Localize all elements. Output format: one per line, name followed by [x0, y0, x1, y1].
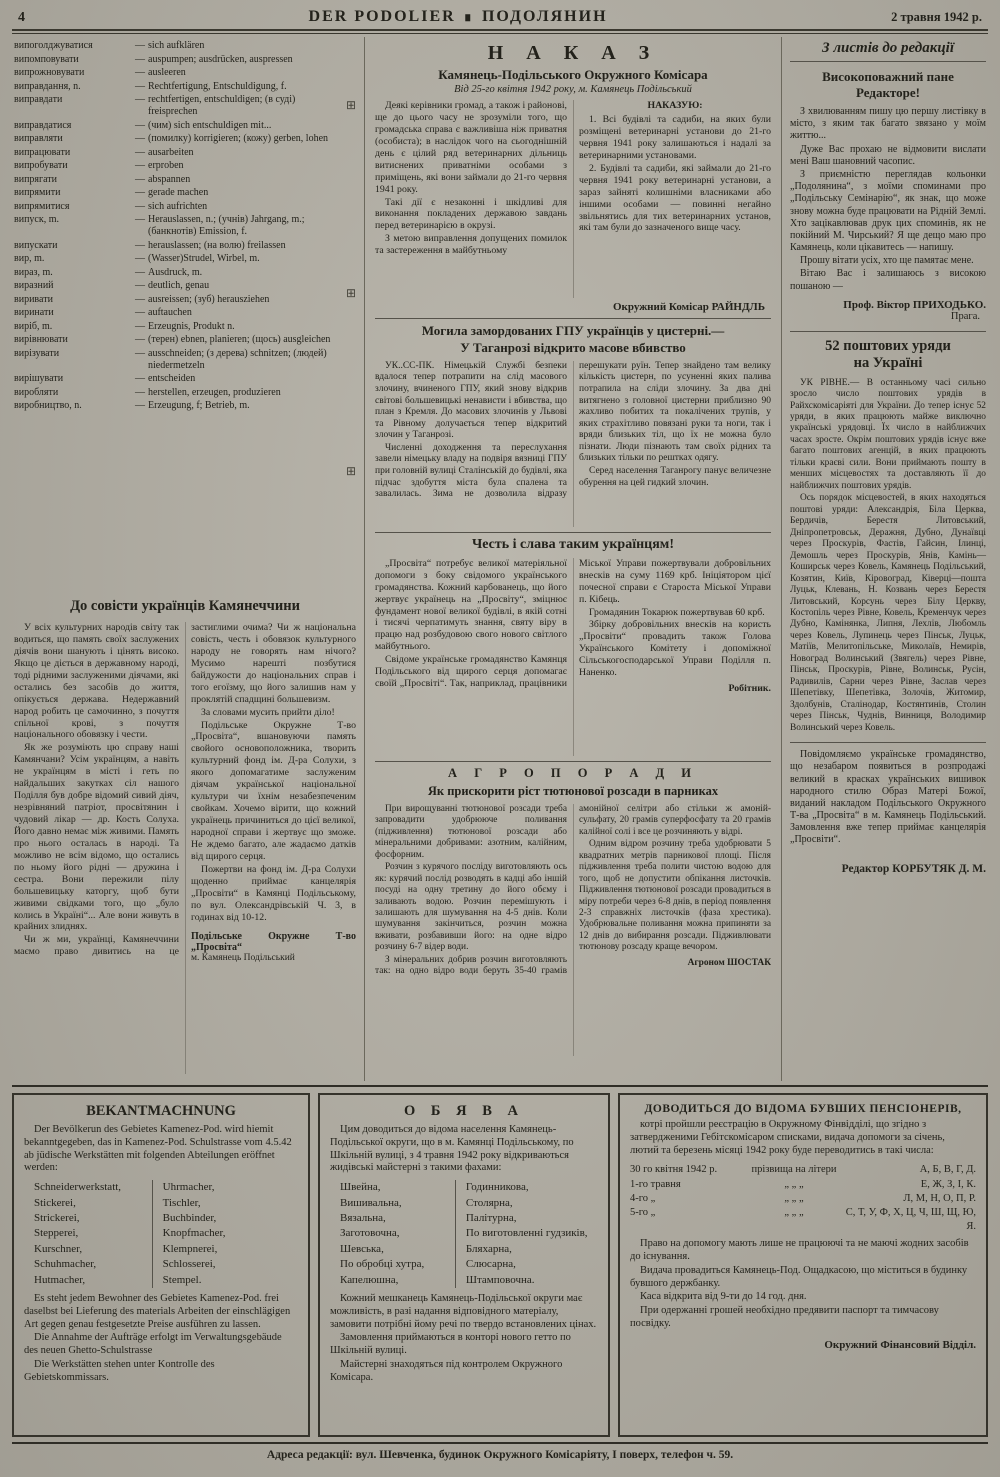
paragraph: Серед населення Таганрогу панує величезне обурення на цей гидкий злочин.: [579, 465, 771, 488]
list-item: Klempnerei,: [162, 1242, 218, 1255]
dictionary-dash: —: [135, 214, 145, 225]
dictionary-dash: —: [135, 119, 145, 131]
dictionary-term: випускати: [14, 239, 58, 251]
announcement-ukrainian: [318, 1093, 610, 1437]
dictionary-entry: [14, 147, 342, 159]
article-body: [375, 361, 771, 527]
list-item: Buchbinder,: [162, 1211, 217, 1224]
dictionary-definition: (терен) ebnen, planieren; (щось) ausgleichen: [148, 334, 331, 345]
dictionary-entry: [14, 280, 342, 292]
decree-label: НАКАЗУЮ:: [647, 100, 703, 111]
dictionary-entry: [14, 160, 342, 172]
dictionary-term: випоголджуватися: [14, 40, 93, 51]
dictionary-dash: —: [135, 173, 145, 185]
article-body: [375, 558, 771, 756]
dictionary-dash: —: [135, 40, 145, 51]
paragraph: За словами мусить прийти діло!: [201, 706, 335, 718]
dictionary-definition: (чим) sich entschuldigen mit...: [148, 119, 272, 131]
signature-organization: Подільське Окружне Т-во „Просвіта“: [191, 931, 356, 954]
paragraph: Збірку добровільних внесків на користь „Просвіти“ провадить також Голова Українського Комітету і допоміжної Сільськогосподарської Управи Поділля п. Наненко.: [579, 619, 771, 679]
list-item: По обробці хутра,: [340, 1258, 425, 1271]
paragraph: Численні доходження та переслухання завели німецьку владу на подвіря вязниці ГПУ при головній вулиці Сталінській до будівлі, яка підчас здобуття міста була спалена та завалилась. Зима не дозволила відразу перешукати руїн. Тепер знайдено там велику кількість цистерн, по усуненні яких палива потрапила на сліди злочину. За два дні витягнено з головної цистерни приблизно 90 жахливо побитих та покалічених трупів, у яких страхітливо повязані руки та ноги, так і вряди близьких тіл, що їх не можна було пізнати. Люди пізнають там своїх рідних та близьких тільки по рештках одягу.: [375, 360, 771, 500]
paragraph: Каса відкрита від 9-ти до 14 год. дня.: [640, 1291, 807, 1303]
paragraph-list: [630, 1238, 976, 1331]
schedule-label: прізвища на літери: [751, 1164, 837, 1176]
page-footer: [12, 1442, 988, 1461]
paragraph: Кожний мешканець Камянець-Подільської округи має можливість, в разі надання відповідного матеріалу, замовити потрібні йому речі по твердо встановлених цінах.: [330, 1292, 597, 1330]
paragraph: У всіх культурних народів світу так водиться, що память своїх заслужених діячів вони шанують і цінять високо. Якщо це діється в державному народі, тоді рідними заслуженими діячами, які остались без засобів до життя, опікується держава. Недержавний народ робить це самочинно, з почуття спільної крові, з почуття національного обовязку і чести.: [14, 622, 179, 741]
schedule-row: [630, 1206, 976, 1234]
paragraph: УК РІВНЕ.— В останньому часі сильно зросло число поштових урядів в Райхскомісаріяті для України. До тепер існує 52 уряди, в яких працюють майже виключно українські урядовці. Їх число в найближчих часах зросте. Окрім поштових урядів існує вже багато поштових агенцій, в яких працюють тільки краєві сили. Вони приймають пошту в менших місцевостях та доставляють її до найближчих поштових урядів.: [790, 377, 986, 491]
announcement-intro: Der Bevölkerun des Gebietes Kamenez-Pod. wird hiemit bekanntgegeben, das in Kamenez-Pod. Schulstrasse vom 4.5.42 ab jüdische Werkstätten mit folgenden Abteilungen eröffnet werden:: [24, 1124, 292, 1174]
list-item: Strickerei,: [34, 1211, 80, 1224]
order-body: [375, 100, 771, 298]
list-item: Schlosserei,: [162, 1258, 216, 1271]
dictionary-entry: [14, 214, 342, 238]
list-item: Schuhmacher,: [34, 1258, 97, 1271]
dictionary-dash: —: [135, 307, 145, 318]
list-item: Столярна,: [465, 1196, 513, 1209]
masthead: [12, 8, 988, 29]
dictionary-entry: [14, 54, 342, 66]
dictionary-term: вир, m.: [14, 253, 45, 264]
article-body: [14, 622, 356, 1074]
masthead-german: DER PODOLIER: [308, 8, 456, 25]
dictionary-dash: —: [135, 347, 145, 359]
dictionary-dash: —: [135, 266, 145, 278]
dictionary-definition: Rechtfertigung, Entschuldigung, f.: [148, 80, 287, 92]
paragraph: Die Annahme der Aufträge erfolgt im Verwaltungsgebäude des neuen Ghetto-Schulstrasse: [24, 1332, 282, 1357]
printer-ornament-icon: ⊞: [345, 286, 356, 300]
dictionary-dash: —: [135, 67, 145, 78]
dictionary-dash: —: [135, 187, 145, 198]
order-subtitle: Камянець-Подільського Окружного Комісара: [438, 67, 708, 82]
schedule-row: [630, 1192, 976, 1206]
dictionary-definition: entscheiden: [148, 373, 196, 384]
paragraph: З метою виправлення допущених помилок та застереження в майбутньому: [375, 233, 567, 257]
dictionary-term: виринати: [14, 307, 54, 318]
announcement-icon-image: [790, 742, 986, 847]
page-number: 4: [18, 10, 25, 25]
letter-signature: Проф. Віктор ПРИХОДЬКО.: [843, 298, 986, 311]
schedule-row: [630, 1163, 976, 1177]
article-divider: [375, 761, 771, 762]
paragraph: Прошу вітати усіх, хто ще памятає мене.: [800, 255, 974, 267]
article-title: [790, 338, 986, 373]
paragraph-list: [790, 106, 986, 293]
workshop-lists: [28, 1180, 298, 1288]
editor-credit: Редактор КОРБУТЯК Д. М.: [841, 862, 986, 875]
dictionary-term: випрямитися: [14, 200, 70, 212]
dictionary-definition: ausarbeiten: [148, 146, 194, 158]
list-item: Knopfmacher,: [162, 1227, 226, 1240]
paragraph: Замовлення приймаються в конторі нового гетто по Шкільній вулиці.: [330, 1332, 571, 1357]
title-line-1: 52 поштових уряди: [825, 337, 951, 354]
dictionary-entry: [14, 334, 342, 346]
title-line-2: У Таганрозі відкрито масове вбивство: [460, 339, 686, 355]
newspaper-title: [309, 8, 608, 26]
dictionary-term: випрягати: [14, 173, 58, 185]
dictionary-term: вирішувати: [14, 373, 64, 384]
announcement-title: BEKANTMACHNUNG: [86, 1103, 236, 1119]
list-item: Бляхарна,: [465, 1242, 512, 1255]
dictionary-entry: [14, 187, 342, 199]
paragraph: Видача провадиться Камянець-Под. Ощадкасою, що міститься в будинку бувшого держбанку.: [630, 1264, 968, 1289]
section-label: А Г Р О П О Р А Д И: [448, 765, 698, 780]
dictionary-term: вирівнювати: [14, 334, 68, 345]
list-item: Stickerei,: [34, 1196, 76, 1209]
workshop-list-right: [152, 1180, 298, 1288]
paragraph: При одержанні грошей необхідно предявити паспорт та тимчасову посвідку.: [630, 1305, 939, 1330]
schedule-letters: А, Б, В, Г, Д.: [919, 1164, 976, 1176]
dictionary-definition: sich aufklären: [148, 40, 205, 51]
dictionary-entry: [14, 240, 342, 252]
announcement-intro: котрі пройшли реєстрацію в Окружному Фінвідділі, що згідно з затвердженими Гебітскомісаром списками, видача допомоги за січень, лютий та березень місяці 1942 року буде переводитись в такі числа:: [630, 1119, 945, 1156]
header-rule: [12, 29, 988, 34]
article-conscience: [14, 598, 356, 1074]
paragraph-list: [375, 804, 771, 978]
dictionary-entry: [14, 174, 342, 186]
schedule-letters: С, Т, У, Ф, Х, Ц, Ч, Ш, Щ, Ю, Я.: [845, 1206, 976, 1233]
list-item: Слюсарна,: [465, 1258, 516, 1271]
list-item: Kurschner,: [34, 1242, 83, 1255]
letter-place: Прага.: [950, 310, 980, 322]
dictionary-definition: auspumpen; ausdrücken, auspressen: [148, 53, 293, 65]
paragraph: Чи ж ми, українці, Камянеччини маємо право дивитись на це застиглими очима? Чи ж національна совість, честь і обовязок культурного народу не говорять нам нічого? Мусимо нарешті позбутися байдужости до національних справ і того егоїзму, що його залишив нам у проклятій спадщині большевизм.: [14, 622, 356, 958]
list-item: Швейна,: [340, 1181, 381, 1194]
schedule-label: „ „ „: [784, 1178, 804, 1190]
dictionary-term: випрожновувати: [14, 67, 85, 78]
article-signature: Агроном ШОСТАК: [687, 957, 771, 968]
printer-ornament-icon: ⊞: [345, 98, 356, 112]
paragraph-list: [14, 622, 356, 963]
dictionary-dash: —: [135, 334, 145, 345]
article-divider: [375, 318, 771, 319]
announcement-pensioners: [618, 1093, 988, 1437]
list-item: Палітурна,: [465, 1211, 517, 1224]
dictionary-term: випуск, m.: [14, 214, 59, 225]
order-item-list: [579, 114, 771, 234]
list-item: Капелюшна,: [340, 1273, 399, 1286]
dictionary-entry: [14, 321, 342, 333]
dictionary-entry: [14, 373, 342, 385]
article-body: [375, 804, 771, 1056]
paragraph: Дуже Вас прохаю не відмовити вислати мені Ваш шановний часопис.: [790, 143, 986, 167]
payout-schedule: [630, 1163, 976, 1234]
schedule-date: 4-го „: [630, 1192, 656, 1204]
list-item: Stepperei,: [34, 1227, 79, 1240]
dictionary-term: випробувати: [14, 160, 68, 171]
printer-ornament-icon: ⊞: [345, 464, 356, 478]
dictionary-definition: deutlich, genau: [148, 280, 210, 291]
announcements-row: [12, 1085, 988, 1437]
dictionary-definition: herstellen, erzeugen, produzieren: [148, 386, 281, 398]
right-column: [782, 37, 988, 1081]
issue-date: 2 травня 1942 р.: [891, 10, 982, 24]
list-item: Годинникова,: [465, 1181, 529, 1194]
workshop-lists: [334, 1180, 598, 1288]
dictionary-entry: [14, 294, 342, 306]
paragraph: Die Werkstätten stehen unter Kontrolle des Gebietskommissars.: [24, 1358, 215, 1383]
dictionary-dash: —: [135, 146, 145, 158]
list-item: Вязальна,: [340, 1211, 386, 1224]
announcement-signature: Окружний Фінансовий Відділ.: [824, 1338, 976, 1351]
dictionary-definition: Ausdruck, m.: [148, 266, 203, 278]
article-title: До совісти українців Камянеччини: [70, 598, 300, 614]
announcement-text: Повідомляємо українське громадянство, що незабаром появиться в розпродажі великий в красках українських вишивок народного стилю Образ Матері Божої, виданий накладом Подільського Окружного Т-ва „Просвіта“ в м. Камянець Подільський. Замовлення вже тепер приймає канцелярія „Просвіти“.: [790, 749, 986, 846]
paragraph-list: [375, 558, 771, 694]
dictionary-entry: [14, 81, 342, 93]
dictionary-term: виробництво, n.: [14, 400, 82, 411]
signature-place: м. Камянець Подільський: [191, 953, 295, 964]
dictionary-definition: auftauchen: [148, 307, 192, 318]
paragraph: Деякі керівники громад, а також і районові, ще до цього часу не зрозуміли того, що громадська справа є важливіша ніж приватня (особиста); в наслідок чого на сьогоднішній день є цілий ряд ветеринарних дільниць витиснених приватніми особами з приміщень, які вони займали до 21-го червня 1941 року.: [375, 100, 567, 195]
dictionary-entry: [14, 400, 342, 412]
dictionary-entry: [14, 133, 342, 145]
workshop-list-left: [28, 1180, 152, 1288]
dictionary-term: виправдатися: [14, 119, 72, 131]
paragraph-list: [330, 1293, 598, 1385]
dictionary-term: виправдати: [14, 94, 63, 105]
dictionary-term: випомповувати: [14, 53, 79, 65]
article-agro-tips: [375, 766, 771, 1056]
dictionary-section: [14, 40, 356, 586]
dictionary-term: виробляти: [14, 386, 59, 398]
dictionary-term: вираз, m.: [14, 266, 53, 278]
list-item: Шевська,: [340, 1242, 384, 1255]
dictionary-definition: (Wasser)Strudel, Wirbel, m.: [148, 253, 260, 264]
dictionary-dash: —: [135, 320, 145, 332]
dictionary-term: вирізувати: [14, 347, 60, 359]
workshop-list-right: [455, 1180, 598, 1288]
dictionary-term: виразний: [14, 280, 54, 291]
dictionary-dash: —: [135, 80, 145, 92]
schedule-date: 1-го травня: [630, 1178, 681, 1190]
list-item: Schneiderwerkstatt,: [34, 1181, 122, 1194]
dictionary-entry: [14, 94, 342, 118]
dictionary-entry: [14, 348, 342, 372]
dictionary-dash: —: [135, 133, 145, 144]
paragraph: З мінеральних добрив розчин виготовляють так: на одно відро води беруть 35-40 грамів амонійної селітри або стільки ж амоній-сульфату, 20 грамів суперфосфату та 20 грамів калійної солі і все це розчиняють у відрі.: [375, 803, 771, 977]
dictionary-definition: ausreissen; (зуб) herausziehen: [148, 293, 270, 305]
order-item: 1. Всі будівлі та садиби, на яких були розміщені ветеринарні установи до 21-го червня 1941 року залишаються і надалі за ветеринарними установами.: [579, 114, 771, 161]
dictionary-dash: —: [135, 400, 145, 411]
paragraph-list: [790, 378, 986, 735]
dictionary-term: випрацювати: [14, 146, 71, 158]
page-body: [12, 37, 988, 1081]
dictionary-dash: —: [135, 280, 145, 291]
order-item: 2. Будівлі та садиби, які займали до 21-го червня 1941 року ветеринарні установи, а зараз зайняті колишніми власниками або іншими особами — повинні негайно звільнятись для тих ветеринарних установ, які там були до зазначеного вище часу.: [579, 162, 771, 234]
paragraph: З хвилюванням пишу цю першу листівку в місто, з яким так багато звязано у моїм життю...: [790, 106, 986, 142]
workshop-list-left: [334, 1180, 455, 1288]
paragraph: УК..СС-ПК. Німецькій Службі безпеки вдалося тепер потрапити на слід масового злочину, вчиненого ГПУ, який знову відкрив світові большевицькі ненависти і вбивства, що план з Кремля. До масових злочинів у Львові та Рівному долучається тепер відкритий злочин у Таганрозі.: [375, 360, 567, 441]
announcement-intro: Цим доводиться до відома населення Камянець-Подільської округи, що в м. Камянці Подільському, по Шкільній вулиці, з 4 травня 1942 року відкриваються жидівські майстерні з такими фахами:: [330, 1124, 574, 1174]
schedule-letters: Е, Ж, З, І, К.: [920, 1178, 976, 1190]
dictionary-dash: —: [135, 53, 145, 65]
paragraph: Одним відром розчину треба удобрювати 5 квадратних метрів парникової площі. Після підживлення треба полити чистою водою для того, щоб не допустити обпікання листочків. Підживлення тютюнової розсади провадиться в міру потреби через 6-8 днів, в період появлення 2-3 справжніх листочків (фаза хрестика). Удобрювальне поливання можна припиняти за 12 днів до вибирання розсади. Підживлювати тютюнову розсаду краще вечором.: [579, 839, 771, 953]
dictionary-entry: [14, 253, 342, 265]
dictionary-definition: abspannen: [148, 173, 191, 185]
letter-salutation: Високоповажний пане Редакторе!: [822, 69, 954, 100]
article-title: Честь і слава таким українцям!: [471, 536, 675, 552]
masthead-ukrainian: ПОДОЛЯНИН: [481, 8, 608, 25]
dictionary-definition: rechtfertigen, entschuldigen; (в суді) freisprechen: [148, 94, 296, 117]
dictionary-definition: Herauslassen, n.; (учнів) Jahrgang, m.; (банкнотів) Emission, f.: [148, 214, 305, 237]
article-letters: [790, 40, 986, 322]
paragraph: Громадянин Токарюк пожертвував 60 крб.: [589, 606, 765, 618]
paragraph: Es steht jedem Bewohner des Gebietes Kamenez-Pod. frei daselbst bei Lieferung des materials Arbeiten der einschlägigen Art gegen genau festgesetzte Preise ausführen zu lassen.: [24, 1292, 291, 1330]
list-item: Вишивальна,: [340, 1196, 402, 1209]
title-line-2: на Україні: [853, 355, 923, 372]
section-title: З листів до редакції: [790, 40, 986, 62]
letter-body: [790, 106, 986, 293]
list-item: Uhrmacher,: [162, 1181, 215, 1194]
article-divider: [375, 532, 771, 533]
dictionary-dash: —: [135, 386, 145, 398]
dictionary-dash: —: [135, 253, 145, 264]
list-item: По виготовленні гудзиків,: [465, 1227, 588, 1240]
dictionary-dash: —: [135, 200, 145, 212]
order-title: Н А К А З: [487, 42, 659, 64]
paragraph: Розчин з курячого посліду виготовляють ось як: курячий послід розводять в кадці або іншій посуді на одну третину до його обєму і заливають водою. Розчин перемішують і залишають для шумування на 4-5 днів. Коли шумування закінчиться, розчин можна вживати, розбавивши його: на одне відро розчину 6-7 відер води.: [375, 862, 567, 953]
dictionary-dash: —: [135, 160, 145, 171]
title-line-1: Могила замордованих ГПУ українців у цистерні.—: [421, 323, 725, 338]
schedule-date: 30 го квітня 1942 р.: [630, 1164, 718, 1176]
paragraph-list: [24, 1293, 298, 1385]
article-taganrog: [375, 323, 771, 527]
announcement-title: ДОВОДИТЬСЯ ДО ВІДОМА БУВШИХ ПЕНСІОНЕРІВ,: [644, 1103, 962, 1115]
dictionary-dash: —: [135, 373, 145, 384]
article-body: [790, 378, 986, 735]
article-order: [375, 42, 771, 313]
paragraph-list: [375, 361, 771, 501]
dictionary-entry: [14, 307, 342, 319]
schedule-label: „ „ „: [784, 1206, 804, 1218]
dictionary-dash: —: [135, 94, 145, 105]
dictionary-definition: ausleeren: [148, 67, 186, 78]
schedule-row: [630, 1178, 976, 1192]
paragraph: Свідоме українське громадянство Камянця Подільського від щирого серця допомагає своїй „Просвіті“. Так, наприклад, працівники Міської Управи пожертвували добровільних внесків на суму 1169 крб. Ініціятором цієї почесної справи є Староста Міської Управи п. Кібець.: [375, 557, 771, 690]
list-item: Stempel.: [162, 1273, 202, 1286]
dictionary-term: виправдання, n.: [14, 80, 81, 92]
dictionary-definition: Erzeugnis, Produkt n.: [148, 320, 235, 332]
dictionary-term: випрямити: [14, 187, 61, 198]
article-title: Як прискорити ріст тютюнової розсади в парниках: [427, 783, 719, 798]
article-title: [375, 323, 771, 357]
dictionary-entry: [14, 40, 342, 52]
paragraph: При вирощуванні тютюнової розсади треба запровадити удобрююче поливання (підживлення) тютюнової розсади або мінеральними добривами: азотним, калійним, фосфорним.: [375, 803, 567, 860]
dictionary-entry: [14, 120, 342, 132]
paragraph: Такі дії є незаконні і шкідливі для виконання покладених державою завдань перед ветеринарією в окрузі.: [375, 196, 567, 232]
announcement-german: [12, 1093, 310, 1437]
dictionary-entry: [14, 67, 342, 79]
dictionary-term: виправляти: [14, 133, 63, 144]
dictionary-definition: ausschneiden; (з дерева) schnitzen; (людей) niedermetzeln: [148, 347, 327, 371]
list-item: Hutmacher,: [34, 1273, 86, 1286]
dictionary-definition: Erzeugung, f; Betrieb, m.: [148, 400, 250, 411]
article-honor: [375, 537, 771, 756]
dictionary-dash: —: [135, 239, 145, 251]
schedule-date: 5-го „: [630, 1206, 656, 1218]
paragraph: Ось порядок місцевостей, в яких находяться поштові уряди: Александрія, Біла Церква, Бердичів, Берестя Литовський, Дніпропетровськ, Деражня, Дубно, Дунаївці через Проскурів, Фастів, Гайсин, Ілинці, Демошль через Проскурів, Янів, Камінь—Коширськ через Ковель, Камянець Подільський, Козятин, Київ, Кіровоград, Ківерці—пошта Луцьк, Клевань, Н. Козвань через Берестя Литовський, Корсунь через Білу Церкву, Костопіль через Рівне, Ковель, Кременчук через Дубно, Камінянка, Липня, Лехлів, Любомль через Ковель, Лупинець через Пінськ, Луцьк, Матіїв, Мелитопільське, Миколаїв, Немирів, Новоград Волинський (Звягель) через Рівне, Пінськ, Проскурів, Рівне, Волинськ, Русін, Радивилів, Сарни через Рівне, Заслав через Шепетівку, Шепетівка, Золочів, Житомир, Здолбунів, Сталінодар, Костянтинів, Столин через Пінськ, Чуднів, Винниця, Володимир Волинський через Ковель.: [790, 493, 986, 733]
dictionary-dash: —: [135, 293, 145, 305]
paragraph: Вітаю Вас і залишаюсь з високою пошаною —: [790, 268, 986, 292]
dictionary-definition: gerade machen: [148, 187, 209, 198]
article-signature: Робітник.: [728, 683, 771, 695]
schedule-label: „ „ „: [784, 1192, 804, 1204]
editorial-address: Адреса редакції: вул. Шевченка, будинок Окружного Комісаріяту, І поверх, телефон ч. 59.: [266, 1449, 734, 1461]
dictionary-term: виріб, m.: [14, 320, 53, 332]
list-item: Tischler,: [162, 1196, 201, 1209]
article-post-offices: [790, 331, 986, 734]
announcement-title: О Б Я В А: [404, 1103, 524, 1119]
dictionary-definition: sich aufrichten: [148, 200, 208, 212]
center-column: [364, 37, 782, 1081]
paragraph-list: [375, 100, 567, 257]
paragraph: Пожертви на фонд ім. Д-ра Солухи щоденно приймає канцелярія „Просвіти“ в Камянці Подільському, по вул. Олександрівській Ч. 3, в годинах від 10-12.: [191, 863, 356, 923]
schedule-letters: Л, М, Н, О, П, Р.: [903, 1192, 976, 1204]
paragraph: Як же розуміють цю справу наші Камянчани? Усім українцям, а навіть не українцям в місті і геть по найдальших закутках сіл нашого Поділля був добре відомий сивий діяч, незрівняний патріот, просвітянин і чудовий лікар — др. Кость Солуха. Його давно немає між живими. Память про нього осталась в народі. Та можливо не всім відомо, що остались по ньому його рідні — дружина і сестра. Вони пережили пілу большевицьку каторгу, щоб бути живими свідками того, що „було колись в Україні“... Але вони живуть в крайних злиднях.: [14, 742, 179, 933]
dictionary-list: [14, 40, 342, 412]
dictionary-term: виривати: [14, 293, 53, 305]
paragraph: „Просвіта“ потребує великої матеріяльної допомоги з боку свідомого українського громадянства. Кожний карбованець, що його жертвує українець на „Просвіту“, зміцнює фундамент нової великої будівлі, в якій сотні і тисячі черпатимуть знання, святу віру в працю над розбудовою свого нового світлого майбутнього.: [375, 557, 567, 653]
masthead-separator-icon: ∎: [463, 9, 474, 24]
paragraph: Майстерні знаходяться під контролем Окружного Комісара.: [330, 1358, 563, 1383]
list-item: Штамповочна.: [465, 1273, 535, 1286]
paragraph: Подільське Окружне Т-во „Просвіта“, вшановуючи память свойого основоположника, творить культурний фонд ім. Д-ра Солухи, з якого допомагатиме заслуженим діячам української національної культури чи їхнім незабезпеченим свойкам. Хочемо вірити, що кожний українець причиниться до цієї великої, народної справи і жертвує що зможе. Не ждемо багато, але жадаємо датків від щирого серця.: [191, 719, 356, 862]
left-column: [12, 37, 364, 1081]
paragraph: З приємністю переглядав кольонки „Подолянина“, з моїми споминами про „Подільську Семінарію“, як знак, що може знову можна буде працювати на Рідній Землі. Хто зацікавлював друк цих споминів, як не покійний М. Чирський? Я ще дещо маю про Камянець, коли цікавитесь — напишу.: [790, 168, 986, 254]
dictionary-entry: [14, 201, 342, 213]
dictionary-entry: [14, 267, 342, 279]
list-item: Заготовочна,: [340, 1227, 400, 1240]
dictionary-definition: herauslassen; (на волю) freilassen: [148, 239, 286, 251]
dictionary-entry: [14, 387, 342, 399]
dictionary-definition: (помилку) korrigieren; (кожу) gerben, lohen: [148, 133, 329, 144]
order-signature: Окружний Комісар РАЙНДЛЬ: [612, 301, 765, 313]
paragraph: Право на допомогу мають лише не працюючі та не маючі жодних засобів до існування.: [630, 1238, 969, 1263]
order-dateline: Від 25-го квітня 1942 року, м. Камянець Подільський: [454, 84, 692, 95]
dictionary-definition: erproben: [148, 160, 184, 171]
